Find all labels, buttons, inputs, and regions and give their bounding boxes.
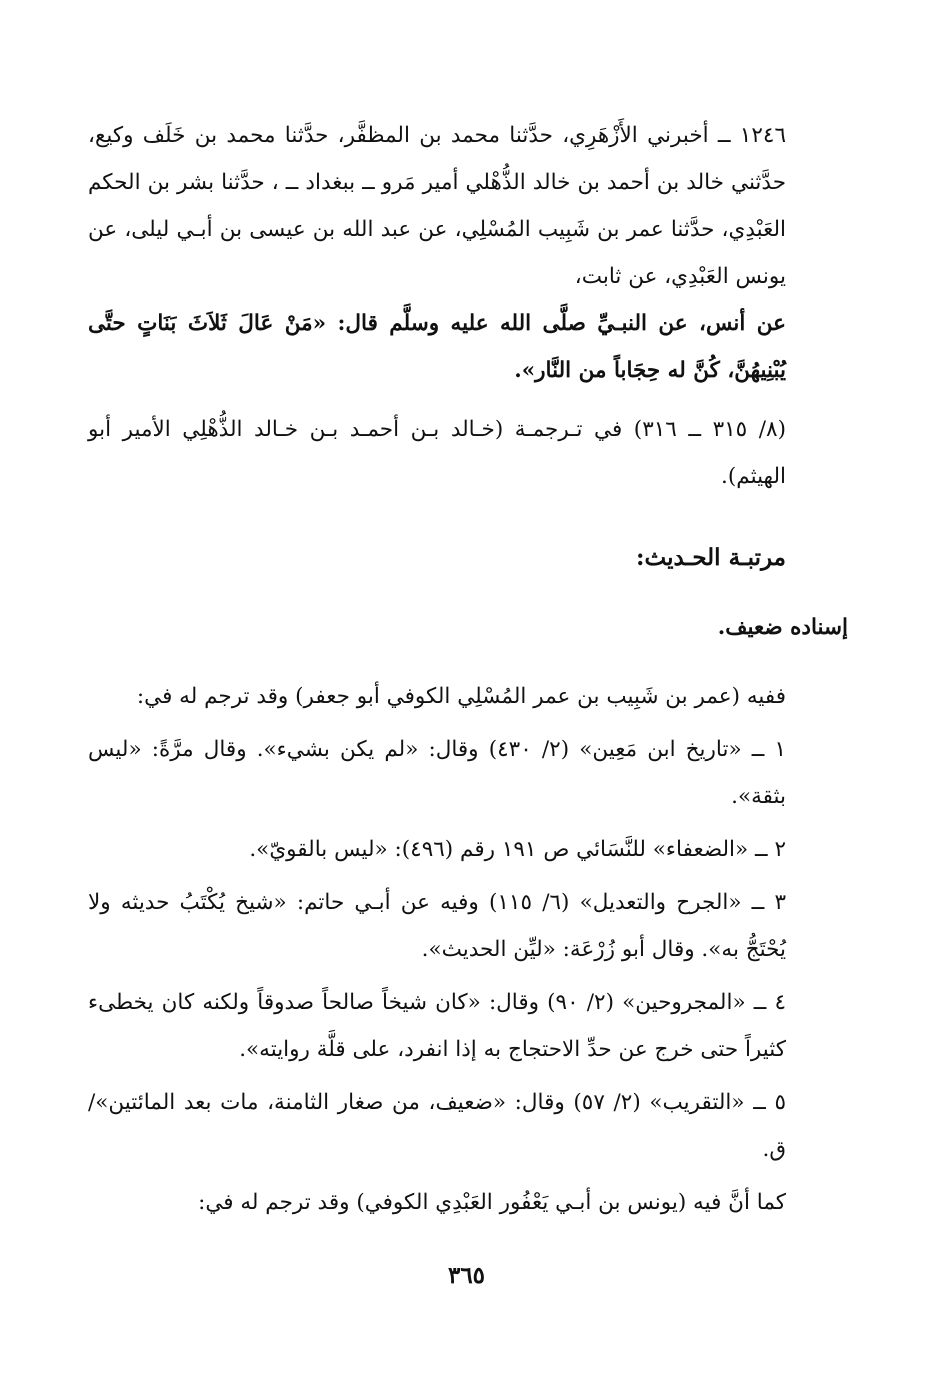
hadith-matn: عن أنس، عن النبـيِّ صلَّى الله عليه وسلَّم قال: «مَنْ عَالَ ثَلاَثَ بَنَاتٍ حتَّى يُبْنِيهُنَّ، كُنَّ له حِجَاباً من النَّار». [88,311,786,383]
grading-verdict: إسناده ضعيف. [717,615,848,640]
grading-intro: ففيه (عمر بن شَبِيب بن عمر المُسْلِي الكوفي أبو جعفر) وقد ترجم له في: [136,683,786,709]
grading-item-1: ١ ــ «تاريخ ابن مَعِين» (٢/ ٤٣٠) وقال: «لم يكن بشيء». وقال مرَّةً: «ليس بثقة». [88,736,787,809]
grading-item-2: ٢ ــ «الضعفاء» للنَّسَائي ص ١٩١ رقم (٤٩٦): «ليس بالقويّ». [249,836,786,862]
grading-closing: كما أنَّ فيه (يونس بن أبـي يَعْفُور العَبْدِي الكوفي) وقد ترجم له في: [198,1189,786,1215]
grading-item-5: ٥ ــ «التقريب» (٢/ ٥٧) وقال: «ضعيف، من صغار الثامنة، مات بعد المائتين»/ ق. [88,1089,787,1162]
grading-item-3: ٣ ــ «الجرح والتعديل» (٦/ ١١٥) وفيه عن أبـي حاتم: «شيخ يُكْتَبُ حديثه ولا يُحْتَجُّ به». وقال أبو زُرْعَة: «ليِّن الحديث». [88,889,787,962]
page-body [88,112,848,1226]
hadith-isnad: ١٢٤٦ ــ أخبرني الأَزْهَرِي، حدَّثنا محمد بن المظفَّر، حدَّثنا محمد بن خَلَف وكيع، حدَّثني خالد بن أحمد بن خالد الذُّهْلي أمير مَرو ــ ببغداد ــ ، حدَّثنا بشر بن الحكم العَبْدِي، حدَّثنا عمر بن شَبِيب المُسْلِي، عن عبد الله بن عيسى بن أبـي ليلى، عن يونس العَبْدِي، عن ثابت، [88,123,786,289]
page-number: ٣٦٥ [447,1262,486,1289]
grading-heading: مرتبـة الحـديث: [636,544,786,571]
hadith-source: (٨/ ٣١٥ ــ ٣١٦) في تـرجمـة (خـالد بـن أحمـد بـن خـالد الذُّهْلِي الأمير أبو الهيثم). [88,417,786,489]
grading-item-4: ٤ ــ «المجروحين» (٢/ ٩٠) وقال: «كان شيخاً صالحاً صدوقاً ولكنه كان يخطىء كثيراً حتى خرج عن حدِّ الاحتجاج به إذا انفرد، على قلَّة روايته». [88,989,787,1062]
